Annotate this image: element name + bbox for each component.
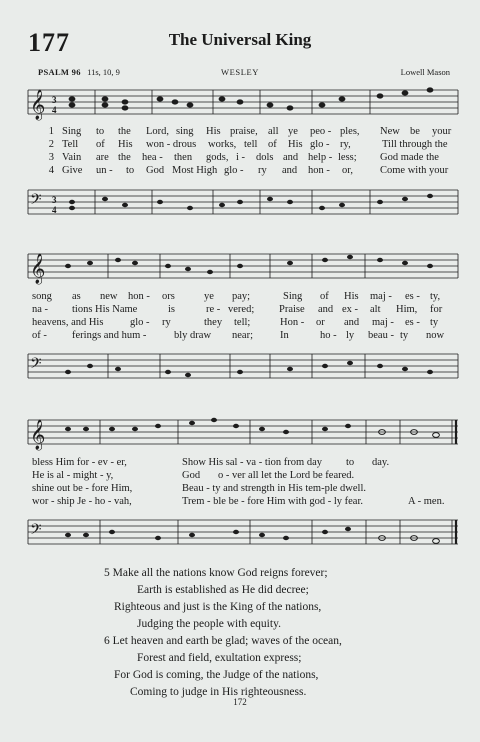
svg-text:𝄢: 𝄢 [30,521,42,541]
page-number: 172 [233,697,247,707]
tune-name: WESLEY [220,67,260,77]
composer-name: Lowell Mason [400,67,450,77]
verse-4-lyrics-line-2: of - ferings and hum - bly draw near; In ho - ly beau - ty now [32,330,445,341]
verse-3-lyrics: 3 Vain are the hea - then gods, i - dols and help - less; God made the [48,152,439,163]
stanza-5-line-1: 5 Make all the nations know God reigns forever; [104,567,328,579]
stanza-6-line-1: 6 Let heaven and earth be glad; waves of the ocean, [104,635,342,647]
stanza-5-line-3: Righteous and just is the King of the nations, [114,601,322,613]
bass-staff-svg [0,182,480,222]
svg-text:3: 3 [52,195,57,205]
verse-4-lyrics-line-3: wor - ship Je - ho - vah, Trem - ble be - fore Him with god - ly fear. A - men. [32,496,445,507]
svg-text:𝄢: 𝄢 [30,191,42,211]
hymn-meter: 11s, 10, 9 [87,67,120,77]
treble-staff-svg [0,246,480,286]
stanza-5-line-4: Judging the people with equity. [137,618,281,630]
stanza-5-line-2: Earth is established as He did decree; [137,584,309,596]
verse-2-lyrics-line-2: na - tions His Name is re - vered; Praise and ex - alt Him, for [32,304,443,315]
bass-staff-system-1 [0,182,480,222]
stanza-number: 6 [104,635,110,647]
verse-3-lyrics-line-2: heavens, and His glo - ry they tell; Hon - or and maj - es - ty [32,317,439,328]
verse-1-lyrics-line-2: song as new hon - ors ye pay; Sing of His maj - es - ty, [32,291,441,302]
bass-staff-svg [0,512,480,552]
treble-staff-system-3 [0,412,480,452]
svg-text:4: 4 [52,105,57,115]
svg-text:𝄞: 𝄞 [30,254,46,283]
svg-text:𝄞: 𝄞 [30,420,46,449]
verse-4-lyrics: 4 Give un - to God Most High glo - ry and hon - or, Come with your [48,165,449,176]
verse-3-lyrics-line-3: shine out be - fore Him, Beau - ty and strength in His tem-ple dwell. [32,483,367,494]
treble-staff-system-2 [0,246,480,286]
svg-text:4: 4 [52,205,57,215]
bass-staff-svg [0,346,480,386]
verse-2-lyrics-line-3: He is al - might - y, God o - ver all let the Lord be feared. [32,470,355,481]
hymn-source: PSALM 96 [38,67,81,77]
hymn-number: 177 [28,28,70,57]
stanza-6-line-3: For God is coming, the Judge of the nations, [114,669,319,681]
svg-text:𝄞: 𝄞 [30,90,46,119]
stanza-6-line-4: Coming to judge in His righteousness. [130,686,307,698]
bass-staff-system-2 [0,346,480,386]
bass-staff-system-3 [0,512,480,552]
verse-2-lyrics: 2 Tell of His won - drous works, tell of His glo - ry, Till through the [48,139,448,150]
svg-text:3: 3 [52,95,57,105]
treble-staff-svg [0,84,480,124]
svg-text:𝄢: 𝄢 [30,355,42,375]
treble-staff-svg [0,412,480,452]
verse-1-lyrics-line-3: bless Him for - ev - er, Show His sal - va - tion from day to day. [32,457,390,468]
hymn-title: The Universal King [168,30,312,49]
treble-staff-system-1 [0,84,480,124]
stanza-6-line-2: Forest and field, exultation express; [137,652,302,664]
verse-1-lyrics: 1 Sing to the Lord, sing His praise, all ye peo - ples, New be your [48,126,452,137]
stanza-number: 5 [104,567,110,579]
